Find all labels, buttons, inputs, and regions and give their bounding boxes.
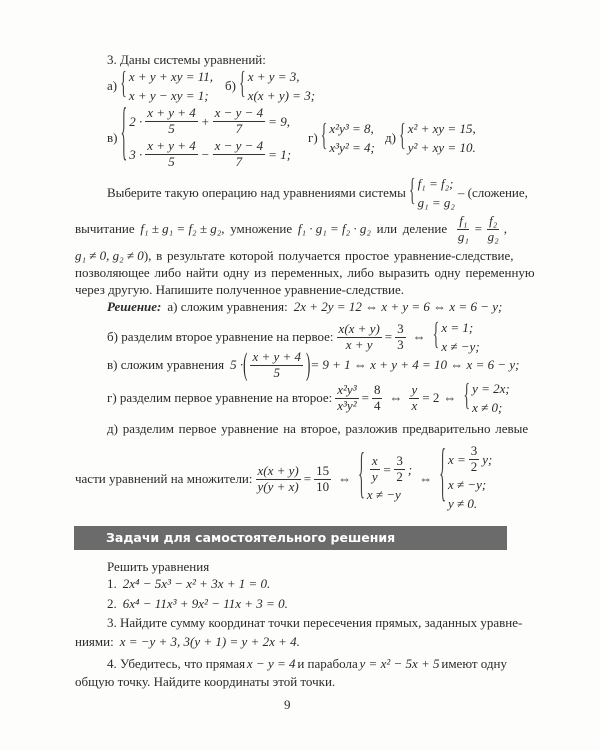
op: +	[200, 113, 210, 129]
system-g	[308, 118, 378, 158]
op: =	[473, 221, 483, 236]
math: 2x + 2y = 12 ⇔ x + y = 6 ⇔ x = 6 − y;	[293, 299, 503, 314]
num: x − y − 4	[214, 138, 264, 153]
label: б)	[225, 78, 236, 93]
coef: 2 ·	[129, 113, 143, 129]
den: 4	[373, 397, 381, 413]
den: 2	[396, 468, 403, 484]
eq: x² + xy = 15,	[407, 120, 476, 136]
brace-icon: {	[320, 119, 328, 155]
den: x	[411, 397, 418, 413]
den: 10	[316, 478, 330, 494]
text: г) разделим первое уравнение на второе:	[107, 390, 333, 405]
brace-icon: {	[358, 447, 365, 507]
op: =	[382, 461, 392, 477]
eq: x ≠ 0;	[472, 400, 503, 415]
brace-icon: {	[463, 379, 471, 415]
system-v	[107, 101, 294, 171]
task3-title: 3. Даны системы уравнений:	[107, 52, 266, 67]
num: x + y + 4	[147, 105, 196, 121]
section-title: Задачи для самостоятельного решения	[106, 530, 396, 545]
para-result	[75, 248, 514, 264]
system-d	[385, 118, 479, 158]
text: ), в результате которой получается простое уравнение-следствие,	[143, 248, 514, 263]
text: и парабола	[297, 656, 358, 671]
system-b	[225, 66, 318, 106]
op: =	[303, 471, 312, 486]
rhs: = 1;	[268, 146, 292, 162]
math: = 9 + 1 ⇔ x + y + 4 = 10 ⇔ x = 6 − y;	[310, 357, 520, 372]
brace-icon: {	[408, 174, 416, 210]
num: x + y + 4	[252, 348, 302, 364]
eq: y ≠ 0.	[447, 496, 478, 512]
math: y = x² − 5x + 5	[359, 656, 440, 671]
math: g₁ ≠ 0, g₂ ≠ 0	[75, 248, 144, 263]
op: =	[384, 329, 393, 344]
exercise-4-cont: общую точку. Найдите координаты этой точки.	[75, 674, 336, 689]
op: ,	[503, 221, 507, 236]
exercise-3: 3. Найдите сумму координат точки пересечения прямых, заданных уравне-	[107, 615, 523, 630]
solution-d-text: д) разделим первое уравнение на второе, разложив предварительно левые	[107, 421, 529, 436]
math: 6x⁴ − 11x³ + 9x² − 11x + 3 = 0.	[122, 596, 288, 611]
op: ⇔	[389, 390, 403, 405]
den: 7	[235, 121, 243, 137]
den: 7	[235, 153, 243, 169]
text: – (сложение,	[457, 185, 528, 200]
para-ops	[75, 212, 507, 246]
num: x(x + y)	[338, 320, 380, 336]
eq: x²y³ = 8,	[329, 120, 374, 136]
num: x²y³	[337, 381, 357, 397]
den: g₂	[487, 228, 499, 244]
den: g₁	[457, 228, 469, 244]
page-number: 9	[284, 697, 291, 712]
math: 2x⁴ − 5x³ − x² + 3x + 1 = 0.	[122, 576, 271, 591]
eq: x ≠ −y;	[447, 476, 487, 492]
op: ⇔	[338, 471, 352, 486]
den: 5	[168, 153, 175, 169]
paren-icon: (	[243, 345, 248, 382]
eq: x = 1;	[441, 319, 474, 335]
eq: x ≠ −y	[366, 486, 401, 502]
text: 4. Убедитесь, что прямая	[107, 656, 246, 671]
num: 15	[316, 462, 330, 478]
exercise-4	[107, 656, 507, 672]
section-banner	[74, 526, 507, 550]
eq: f₁ = f₂;	[417, 175, 454, 191]
num: 3	[396, 452, 403, 468]
eq: y = 2x;	[472, 380, 510, 396]
text: умножение	[230, 221, 293, 236]
eq: x(x + y) = 3;	[247, 88, 316, 103]
math: y;	[482, 451, 493, 467]
num: 3	[397, 320, 404, 336]
eq: g₁ = g₂	[417, 195, 455, 210]
paren-icon: )	[306, 345, 311, 382]
math: f₁ · g₁ = f₂ · g₂	[297, 221, 371, 236]
brace-icon: {	[238, 67, 246, 103]
brace-icon: {	[439, 442, 446, 512]
num: 3	[470, 443, 478, 459]
op: ⇔	[443, 390, 457, 405]
number: 1.	[107, 576, 117, 591]
op: ⇔	[412, 329, 426, 344]
exercise-2	[107, 596, 288, 612]
den: 5	[168, 121, 175, 137]
text: вычитание	[75, 221, 135, 236]
text: а) сложим уравнения:	[167, 299, 288, 314]
text: ниями:	[75, 634, 114, 649]
label: в)	[107, 130, 118, 145]
den: 5	[273, 364, 280, 380]
text: б) разделим второе уравнение на первое:	[107, 329, 334, 344]
system-a	[107, 66, 216, 106]
eq: x³y² = 4;	[329, 140, 375, 155]
den: y(y + x)	[257, 478, 299, 494]
num: f₁	[459, 212, 468, 228]
num: f₂	[489, 212, 498, 228]
den: y	[371, 468, 378, 484]
text: деление	[402, 221, 448, 236]
rhs: = 9,	[268, 113, 290, 129]
text: Выберите такую операцию над уравнениями системы	[107, 185, 406, 200]
eq: x ≠ −y;	[441, 339, 480, 354]
eq: y² + xy = 10.	[407, 140, 476, 155]
brace-icon: {	[432, 318, 440, 354]
math: x − y = 4	[246, 656, 296, 671]
math: f₁ ± g₁ = f₂ ± g₂,	[140, 221, 225, 236]
text: или	[376, 221, 398, 236]
num: x − y − 4	[214, 105, 264, 121]
den: 2	[470, 459, 478, 474]
num: x + y + 4	[147, 138, 196, 153]
num: 8	[373, 381, 381, 397]
op: −	[200, 146, 210, 162]
exercise-3-cont	[75, 634, 300, 650]
op: ⇔	[419, 471, 433, 486]
text: части уравнений на множители:	[75, 471, 253, 486]
coef: 3 ·	[129, 146, 143, 162]
exercise-1	[107, 576, 270, 592]
number: 2.	[107, 596, 117, 611]
num: x	[371, 452, 378, 468]
brace-icon: {	[120, 67, 127, 103]
den: x + y	[345, 336, 373, 352]
eq: x + y + xy = 11,	[128, 68, 214, 84]
solution-g	[107, 378, 513, 418]
label: а)	[107, 78, 118, 93]
para-line: через другую. Напишите полученное уравнение-следствие.	[75, 282, 405, 297]
num: y	[411, 381, 418, 397]
brace-icon: {	[120, 101, 128, 171]
label: д)	[385, 130, 396, 145]
num: x(x + y)	[257, 462, 299, 478]
solution-heading: Решение:	[107, 299, 162, 314]
eq: x + y = 3,	[247, 68, 300, 84]
math: x = −y + 3, 3(y + 1) = y + 2x + 4.	[119, 634, 300, 649]
text: имеют одну	[441, 656, 507, 671]
solution-a	[107, 299, 502, 315]
op: = 2	[422, 390, 440, 405]
math: x =	[447, 451, 466, 467]
label: г)	[308, 130, 318, 145]
para-line: позволяющее либо найти одну из переменных, либо выразить одну переменную	[75, 265, 535, 280]
text: в) сложим уравнения	[107, 357, 225, 372]
exercises-intro: Решить уравнения	[107, 559, 210, 574]
math: 5 ·	[230, 357, 244, 372]
solution-d	[75, 442, 495, 516]
brace-icon: {	[398, 119, 406, 155]
den: 3	[397, 336, 404, 352]
eq: x + y − xy = 1;	[128, 88, 209, 103]
para-choose	[107, 174, 528, 212]
op: ;	[407, 461, 413, 477]
den: x³y²	[337, 397, 357, 413]
op: =	[361, 390, 369, 405]
